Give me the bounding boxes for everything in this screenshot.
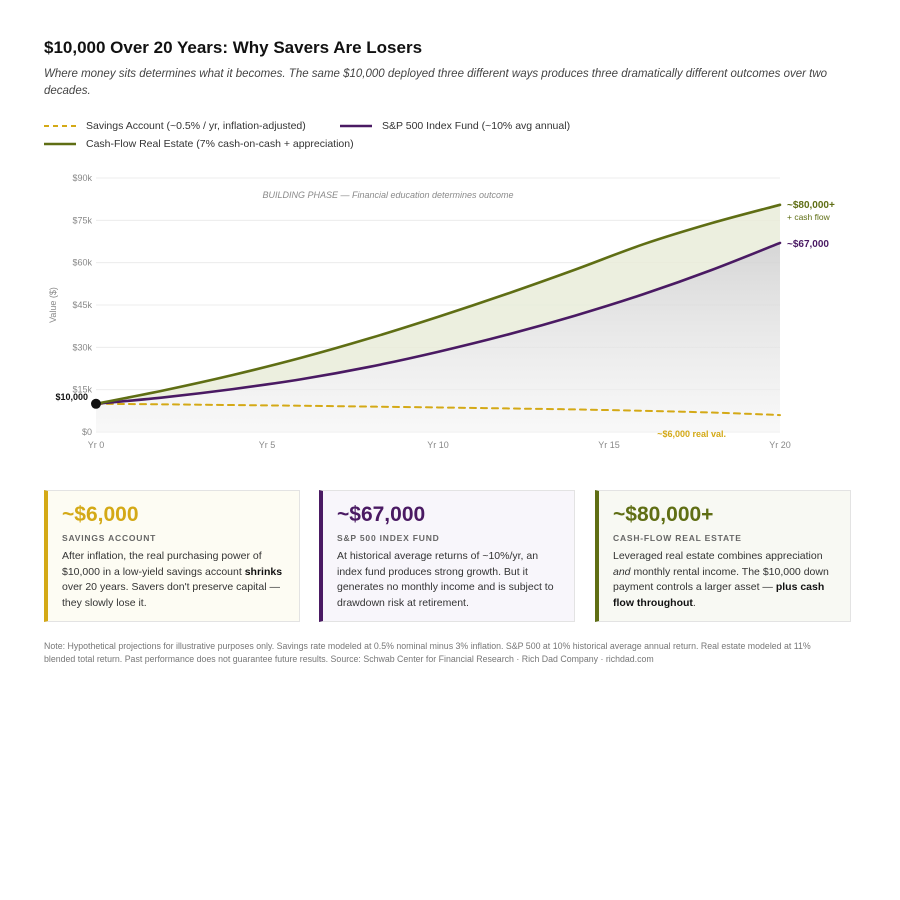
y-tick-label-6: $90k bbox=[72, 173, 92, 183]
card-amount: ~$6,000 bbox=[62, 503, 139, 526]
card-amount: ~$67,000 bbox=[337, 503, 426, 526]
x-tick-label-2: Yr 10 bbox=[427, 440, 449, 450]
card-description-part: After inflation, the real purchasing power of $10,000 in a low-yield savings account bbox=[62, 550, 262, 578]
card-description-part: over 20 years. Savers don't preserve capital — they slowly lose it. bbox=[62, 581, 280, 609]
y-tick-label-3: $45k bbox=[72, 300, 92, 310]
card-description bbox=[337, 549, 560, 611]
card-description-part: shrinks bbox=[244, 565, 283, 578]
page bbox=[44, 38, 856, 664]
legend-item-realestate bbox=[44, 138, 354, 150]
card-title: SAVINGS ACCOUNT bbox=[62, 533, 157, 543]
y-tick-label-2: $30k bbox=[72, 342, 92, 353]
card-description-part: plus cash flow throughout bbox=[613, 581, 825, 609]
legend-label-sp500: S&P 500 Index Fund (~10% avg annual) bbox=[382, 120, 571, 132]
x-tick-label-1: Yr 5 bbox=[258, 440, 276, 450]
card-amount: ~$80,000+ bbox=[613, 503, 714, 526]
legend-item-savings bbox=[44, 120, 306, 132]
page-title: $10,000 Over 20 Years: Why Savers Are Losers bbox=[44, 38, 423, 57]
card-description-part: At historical average returns of ~10%/yr, an index fund produces strong growth. But it generates no monthly income and is subject to drawdown risk at retirement. bbox=[337, 550, 554, 609]
legend-label-realestate: Cash-Flow Real Estate (7% cash-on-cash + appreciation) bbox=[86, 138, 354, 150]
end-label-savings: ~$6,000 real val. bbox=[657, 429, 726, 439]
y-tick-label-5: $75k bbox=[72, 215, 92, 226]
card-description bbox=[613, 549, 836, 611]
outcome-card bbox=[319, 490, 575, 622]
card-title: CASH-FLOW REAL ESTATE bbox=[613, 533, 742, 543]
start-point-marker bbox=[91, 399, 101, 409]
legend-swatch-savings bbox=[44, 124, 76, 128]
line-chart bbox=[44, 166, 856, 466]
y-tick-label-0: $0 bbox=[81, 427, 92, 437]
outcome-card bbox=[595, 490, 851, 622]
card-description bbox=[62, 549, 285, 611]
chart-annotation: BUILDING PHASE — Financial education determines outcome bbox=[262, 190, 514, 200]
card-description-part: and bbox=[613, 565, 631, 578]
x-tick-label-3: Yr 15 bbox=[598, 440, 620, 450]
y-tick-label-4: $60k bbox=[72, 257, 92, 268]
legend-item-sp500 bbox=[340, 120, 570, 132]
y-axis-label: Value ($) bbox=[48, 287, 58, 323]
card-description-part: monthly rental income. The $10,000 down payment controls a larger asset — bbox=[613, 565, 829, 594]
legend-swatch-realestate bbox=[44, 142, 76, 146]
legend-swatch-sp500 bbox=[340, 124, 372, 128]
outcome-cards bbox=[44, 490, 856, 626]
start-value-label: $10,000 bbox=[55, 391, 88, 402]
x-tick-label-4: Yr 20 bbox=[769, 440, 791, 450]
end-sublabel-realestate: + cash flow bbox=[787, 211, 830, 222]
outcome-card bbox=[44, 490, 300, 622]
footnote: Note: Hypothetical projections for illustrative purposes only. Savings rate modeled at 0.5% nominal minus 3% inflation. S&P 500 at 10% historical average annual return. Real estate modeled at 11% blended total return. Past performance does not guarantee future results. Source: Schwab Center for Financial Research · Rich Dad Company · richdad.com bbox=[44, 641, 811, 664]
card-description-part: . bbox=[692, 596, 696, 609]
page-subtitle: Where money sits determines what it becomes. The same $10,000 deployed three different ways produces three dramatically different outcomes over two decades. bbox=[44, 68, 828, 97]
end-label-sp500: ~$67,000 bbox=[787, 238, 829, 250]
y-tick-label-1: $15k bbox=[72, 384, 92, 395]
card-description-part: Leveraged real estate combines appreciation bbox=[613, 550, 823, 562]
end-label-realestate: ~$80,000+ bbox=[787, 199, 835, 211]
legend-label-savings: Savings Account (~0.5% / yr, inflation-adjusted) bbox=[86, 120, 306, 132]
x-tick-label-0: Yr 0 bbox=[87, 440, 105, 450]
card-title: S&P 500 INDEX FUND bbox=[337, 533, 440, 543]
